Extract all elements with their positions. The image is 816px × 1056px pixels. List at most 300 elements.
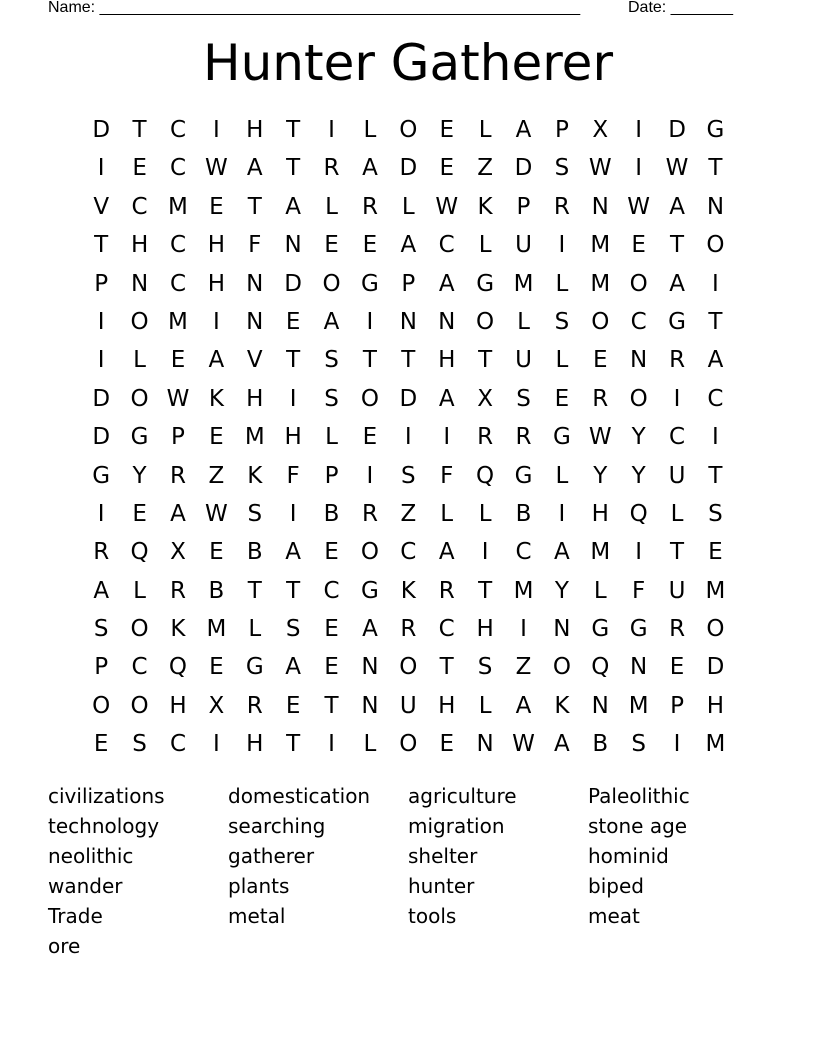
grid-cell: W	[435, 193, 459, 220]
grid-cell: S	[324, 347, 339, 374]
grid-cell: E	[554, 385, 570, 412]
grid-cell: N	[706, 193, 725, 220]
grid-cell: V	[93, 193, 110, 220]
grid-cell: T	[708, 155, 723, 182]
grid-cell: L	[478, 232, 492, 259]
grid-cell: U	[668, 577, 686, 604]
word-list-item: migration	[408, 814, 505, 838]
grid-cell: I	[328, 731, 335, 758]
grid-cell: I	[212, 117, 220, 143]
grid-cell: R	[592, 385, 609, 412]
grid-cell: E	[439, 117, 454, 143]
grid-cell: I	[558, 232, 566, 259]
grid-cell: T	[247, 193, 262, 220]
grid-cell: S	[132, 731, 147, 758]
grid-cell: P	[554, 117, 569, 143]
grid-cell: S	[708, 500, 723, 527]
grid-cell: R	[361, 193, 378, 220]
grid-cell: A	[554, 539, 570, 566]
grid-cell: T	[324, 692, 339, 719]
grid-cell: L	[363, 731, 377, 758]
word-list-item: tools	[408, 904, 457, 928]
grid-cell: K	[477, 193, 493, 220]
grid-cell: Z	[477, 155, 493, 182]
word-list-item: shelter	[408, 844, 478, 868]
grid-cell: I	[366, 462, 374, 489]
grid-cell: E	[209, 539, 224, 566]
grid-cell: T	[708, 308, 723, 335]
grid-cell: A	[285, 193, 302, 220]
grid-cell: T	[286, 155, 301, 182]
grid-cell: I	[289, 385, 297, 412]
grid-cell: G	[245, 654, 264, 681]
grid-cell: I	[404, 424, 412, 451]
grid-cell: T	[132, 117, 147, 143]
word-list-item: plants	[228, 874, 290, 898]
grid-cell: R	[400, 616, 417, 643]
grid-cell: W	[665, 155, 689, 182]
grid-cell: I	[443, 424, 451, 451]
grid-cell: N	[361, 654, 379, 681]
word-list-item: meat	[588, 904, 640, 928]
grid-cell: I	[712, 270, 719, 297]
grid-cell: K	[170, 616, 186, 643]
grid-cell: W	[204, 500, 228, 527]
grid-cell: N	[591, 692, 609, 719]
grid-cell: D	[92, 117, 111, 143]
grid-cell: E	[362, 424, 378, 451]
grid-cell: E	[209, 193, 224, 220]
grid-cell: I	[366, 308, 374, 335]
grid-cell: O	[629, 270, 648, 297]
grid-cell: T	[247, 577, 262, 604]
grid-cell: H	[438, 347, 456, 374]
grid-cell: C	[438, 616, 455, 643]
grid-cell: R	[323, 155, 340, 182]
grid-cell: I	[212, 731, 220, 758]
grid-cell: S	[247, 500, 263, 527]
grid-cell: H	[169, 692, 187, 719]
grid-cell: T	[478, 347, 493, 374]
grid-cell: H	[246, 385, 264, 412]
grid-cell: E	[324, 539, 339, 566]
grid-cell: C	[169, 270, 186, 297]
grid-cell: K	[400, 577, 416, 604]
grid-row	[82, 380, 736, 418]
grid-cell: M	[590, 270, 611, 297]
grid-cell: O	[399, 654, 418, 681]
grid-cell: H	[130, 232, 149, 259]
grid-cell: K	[554, 692, 570, 719]
worksheet-header	[0, 0, 816, 20]
grid-cell: O	[706, 616, 725, 643]
grid-cell: W	[588, 424, 612, 451]
grid-cell: O	[360, 539, 379, 566]
grid-cell: L	[555, 270, 569, 297]
grid-cell: Q	[130, 539, 149, 566]
grid-cell: L	[517, 308, 530, 335]
grid-cell: O	[130, 616, 149, 643]
grid-cell: M	[705, 731, 726, 758]
word-list-item: hominid	[588, 844, 669, 868]
grid-cell: C	[515, 539, 532, 566]
grid-cell: C	[169, 155, 186, 182]
grid-cell: T	[286, 577, 301, 604]
grid-cell: M	[168, 193, 188, 220]
grid-cell: G	[591, 616, 610, 643]
grid-cell: D	[92, 385, 111, 412]
word-list-item: Trade	[48, 904, 103, 928]
word-list-item: hunter	[408, 874, 475, 898]
grid-row	[82, 495, 736, 533]
grid-cell: C	[169, 731, 186, 758]
grid-cell: X	[170, 539, 186, 566]
grid-cell: N	[246, 308, 264, 335]
grid-cell: A	[515, 117, 532, 143]
grid-cell: X	[208, 692, 225, 719]
grid-cell: E	[132, 155, 147, 182]
grid-cell: Z	[400, 500, 417, 527]
word-list-item: civilizations	[48, 784, 165, 808]
grid-row	[82, 111, 736, 149]
word-list-item: searching	[228, 814, 326, 838]
grid-cell: T	[362, 347, 377, 374]
grid-cell: C	[400, 539, 417, 566]
grid-cell: I	[97, 155, 105, 182]
grid-cell: P	[516, 193, 531, 220]
grid-cell: E	[324, 616, 339, 643]
grid-cell: H	[207, 270, 226, 297]
grid-cell: T	[478, 577, 493, 604]
grid-cell: G	[361, 270, 379, 297]
grid-cell: E	[170, 347, 186, 374]
grid-cell: P	[670, 692, 684, 719]
grid-cell: G	[361, 577, 379, 604]
grid-cell: S	[401, 462, 416, 489]
grid-cell: I	[673, 385, 681, 412]
grid-cell: U	[515, 347, 532, 374]
grid-cell: A	[362, 155, 378, 182]
grid-cell: B	[208, 577, 225, 604]
name-field-label: Name: ______________________________________________________	[48, 0, 581, 16]
grid-cell: L	[670, 500, 684, 527]
grid-cell: C	[131, 654, 148, 681]
grid-cell: N	[553, 616, 571, 643]
grid-cell: A	[285, 654, 302, 681]
grid-cell: S	[631, 731, 646, 758]
grid-cell: L	[325, 424, 338, 451]
grid-cell: Y	[554, 577, 569, 604]
grid-cell: C	[169, 232, 186, 259]
grid-cell: X	[592, 117, 609, 143]
grid-cell: C	[669, 424, 686, 451]
grid-cell: I	[635, 117, 643, 143]
grid-cell: L	[555, 347, 569, 374]
grid-cell: A	[170, 500, 186, 527]
grid-cell: G	[629, 616, 648, 643]
grid-cell: S	[477, 654, 493, 681]
grid-cell: M	[206, 616, 227, 643]
grid-cell: V	[246, 347, 263, 374]
grid-cell: S	[324, 385, 339, 412]
grid-cell: A	[669, 193, 685, 220]
grid-cell: B	[323, 500, 340, 527]
grid-cell: O	[706, 232, 725, 259]
grid-cell: A	[400, 232, 417, 259]
grid-cell: A	[515, 692, 532, 719]
word-list-item: stone age	[588, 814, 688, 838]
word-list-item: gatherer	[228, 844, 315, 868]
word-list	[48, 781, 768, 961]
grid-cell: L	[363, 117, 377, 143]
grid-cell: L	[478, 500, 492, 527]
grid-cell: W	[627, 193, 651, 220]
grid-cell: K	[247, 462, 263, 489]
grid-cell: I	[481, 539, 489, 566]
grid-cell: C	[131, 193, 148, 220]
grid-cell: O	[322, 270, 341, 297]
grid-cell: E	[593, 347, 608, 374]
grid-cell: Q	[168, 654, 188, 681]
grid-row	[82, 687, 736, 725]
grid-cell: W	[512, 731, 535, 758]
grid-cell: L	[440, 500, 454, 527]
grid-cell: I	[97, 347, 105, 374]
grid-cell: T	[286, 731, 301, 758]
grid-cell: H	[706, 692, 725, 719]
grid-cell: U	[515, 232, 532, 259]
grid-cell: D	[399, 385, 418, 412]
grid-cell: A	[438, 385, 455, 412]
grid-cell: I	[520, 616, 527, 643]
grid-cell: O	[399, 731, 418, 758]
grid-cell: P	[94, 654, 109, 681]
word-list-item: ore	[48, 934, 81, 958]
grid-cell: T	[401, 347, 416, 374]
grid-cell: G	[514, 462, 533, 489]
grid-cell: I	[212, 308, 220, 335]
grid-cell: L	[133, 577, 146, 604]
grid-cell: O	[92, 692, 111, 719]
grid-cell: W	[588, 155, 612, 182]
grid-cell: E	[324, 654, 339, 681]
grid-cell: O	[130, 692, 149, 719]
date-field-label: Date: _______	[628, 0, 733, 16]
grid-cell: L	[248, 616, 262, 643]
grid-cell: L	[133, 347, 146, 374]
grid-cell: N	[399, 308, 417, 335]
grid-cell: W	[166, 385, 190, 412]
grid-cell: A	[438, 539, 455, 566]
grid-row	[82, 303, 736, 341]
grid-cell: U	[668, 462, 686, 489]
grid-cell: Q	[629, 500, 648, 527]
grid-cell: T	[670, 539, 685, 566]
grid-cell: L	[555, 462, 569, 489]
grid-cell: Y	[132, 462, 147, 489]
grid-cell: D	[284, 270, 302, 297]
grid-cell: R	[93, 539, 110, 566]
grid-cell: H	[476, 616, 494, 643]
grid-cell: T	[439, 654, 454, 681]
grid-cell: G	[706, 117, 725, 143]
grid-cell: S	[93, 616, 109, 643]
grid-row	[82, 572, 736, 610]
grid-cell: A	[707, 347, 724, 374]
grid-cell: B	[515, 500, 532, 527]
grid-row	[82, 725, 736, 763]
grid-cell: F	[248, 232, 262, 259]
grid-cell: C	[323, 577, 340, 604]
grid-cell: O	[130, 385, 149, 412]
grid-cell: O	[360, 385, 379, 412]
grid-cell: Q	[591, 654, 610, 681]
grid-cell: E	[132, 500, 147, 527]
grid-cell: D	[706, 654, 725, 681]
word-list-item: wander	[48, 874, 123, 898]
grid-cell: T	[670, 232, 685, 259]
grid-cell: K	[208, 385, 224, 412]
grid-cell: E	[209, 424, 224, 451]
grid-cell: M	[244, 424, 265, 451]
grid-cell: E	[93, 731, 109, 758]
grid-cell: N	[284, 232, 302, 259]
grid-cell: C	[169, 117, 186, 143]
grid-cell: G	[92, 462, 111, 489]
grid-cell: Z	[208, 462, 225, 489]
grid-cell: G	[476, 270, 495, 297]
letter-grid	[82, 111, 736, 764]
grid-cell: T	[286, 347, 301, 374]
grid-cell: B	[592, 731, 609, 758]
grid-cell: A	[285, 539, 302, 566]
word-list-item: biped	[588, 874, 644, 898]
grid-cell: U	[399, 692, 417, 719]
grid-cell: L	[478, 117, 492, 143]
grid-cell: H	[246, 117, 264, 143]
grid-cell: A	[669, 270, 685, 297]
grid-cell: Z	[515, 654, 532, 681]
worksheet-title: Hunter Gatherer	[202, 34, 613, 92]
grid-cell: P	[94, 270, 109, 297]
grid-cell: N	[130, 270, 149, 297]
grid-cell: N	[438, 308, 456, 335]
grid-cell: E	[708, 539, 723, 566]
grid-row	[82, 188, 736, 226]
grid-cell: A	[323, 308, 340, 335]
grid-cell: I	[328, 117, 335, 143]
grid-row	[82, 418, 736, 456]
grid-cell: R	[669, 616, 686, 643]
grid-cell: N	[630, 347, 648, 374]
grid-cell: M	[628, 692, 649, 719]
grid-cell: H	[591, 500, 609, 527]
grid-cell: D	[668, 117, 686, 143]
grid-cell: M	[705, 577, 726, 604]
grid-cell: I	[635, 539, 643, 566]
grid-cell: I	[558, 500, 566, 527]
word-list-item: neolithic	[48, 844, 134, 868]
grid-cell: R	[438, 577, 455, 604]
grid-cell: N	[361, 692, 379, 719]
grid-cell: D	[514, 155, 533, 182]
grid-cell: R	[515, 424, 532, 451]
word-list-item: metal	[228, 904, 286, 928]
grid-cell: S	[285, 616, 301, 643]
grid-cell: R	[669, 347, 686, 374]
grid-cell: X	[477, 385, 493, 412]
grid-cell: F	[440, 462, 454, 489]
grid-cell: O	[629, 385, 648, 412]
grid-cell: D	[92, 424, 111, 451]
grid-cell: O	[476, 308, 495, 335]
grid-cell: E	[631, 232, 646, 259]
grid-row	[82, 149, 736, 187]
grid-cell: C	[707, 385, 724, 412]
grid-cell: G	[130, 424, 149, 451]
word-list-item: Paleolithic	[588, 784, 690, 808]
grid-cell: T	[708, 462, 723, 489]
grid-cell: R	[169, 462, 186, 489]
grid-cell: R	[553, 193, 570, 220]
word-list-item: agriculture	[408, 784, 517, 808]
word-list-item: domestication	[228, 784, 371, 808]
grid-cell: P	[401, 270, 416, 297]
grid-cell: A	[438, 270, 455, 297]
grid-cell: P	[324, 462, 339, 489]
grid-cell: F	[632, 577, 646, 604]
grid-row	[82, 533, 736, 571]
grid-cell: R	[169, 577, 186, 604]
grid-cell: I	[712, 424, 719, 451]
grid-cell: E	[362, 232, 378, 259]
grid-cell: D	[399, 155, 418, 182]
grid-cell: G	[668, 308, 686, 335]
grid-cell: O	[552, 654, 571, 681]
grid-cell: M	[590, 232, 611, 259]
grid-cell: E	[324, 232, 339, 259]
grid-row	[82, 265, 736, 303]
grid-cell: M	[513, 270, 534, 297]
grid-cell: I	[97, 308, 105, 335]
grid-cell: S	[516, 385, 531, 412]
grid-cell: A	[362, 616, 378, 643]
grid-cell: L	[325, 193, 338, 220]
grid-cell: E	[439, 731, 454, 758]
grid-cell: P	[171, 424, 185, 451]
grid-cell: I	[289, 500, 297, 527]
grid-cell: T	[286, 117, 301, 143]
grid-cell: C	[630, 308, 647, 335]
grid-cell: N	[476, 731, 494, 758]
grid-cell: W	[204, 155, 228, 182]
grid-row	[82, 226, 736, 264]
grid-cell: N	[591, 193, 609, 220]
grid-cell: R	[477, 424, 494, 451]
grid-cell: B	[246, 539, 263, 566]
grid-cell: O	[591, 308, 610, 335]
grid-cell: I	[635, 155, 643, 182]
grid-row	[82, 610, 736, 648]
grid-cell: C	[438, 232, 455, 259]
word-list-item: technology	[48, 814, 160, 838]
grid-cell: E	[285, 308, 301, 335]
grid-cell: R	[361, 500, 378, 527]
grid-cell: F	[286, 462, 300, 489]
grid-cell: Y	[593, 462, 608, 489]
grid-cell: H	[246, 731, 264, 758]
grid-cell: S	[554, 308, 570, 335]
